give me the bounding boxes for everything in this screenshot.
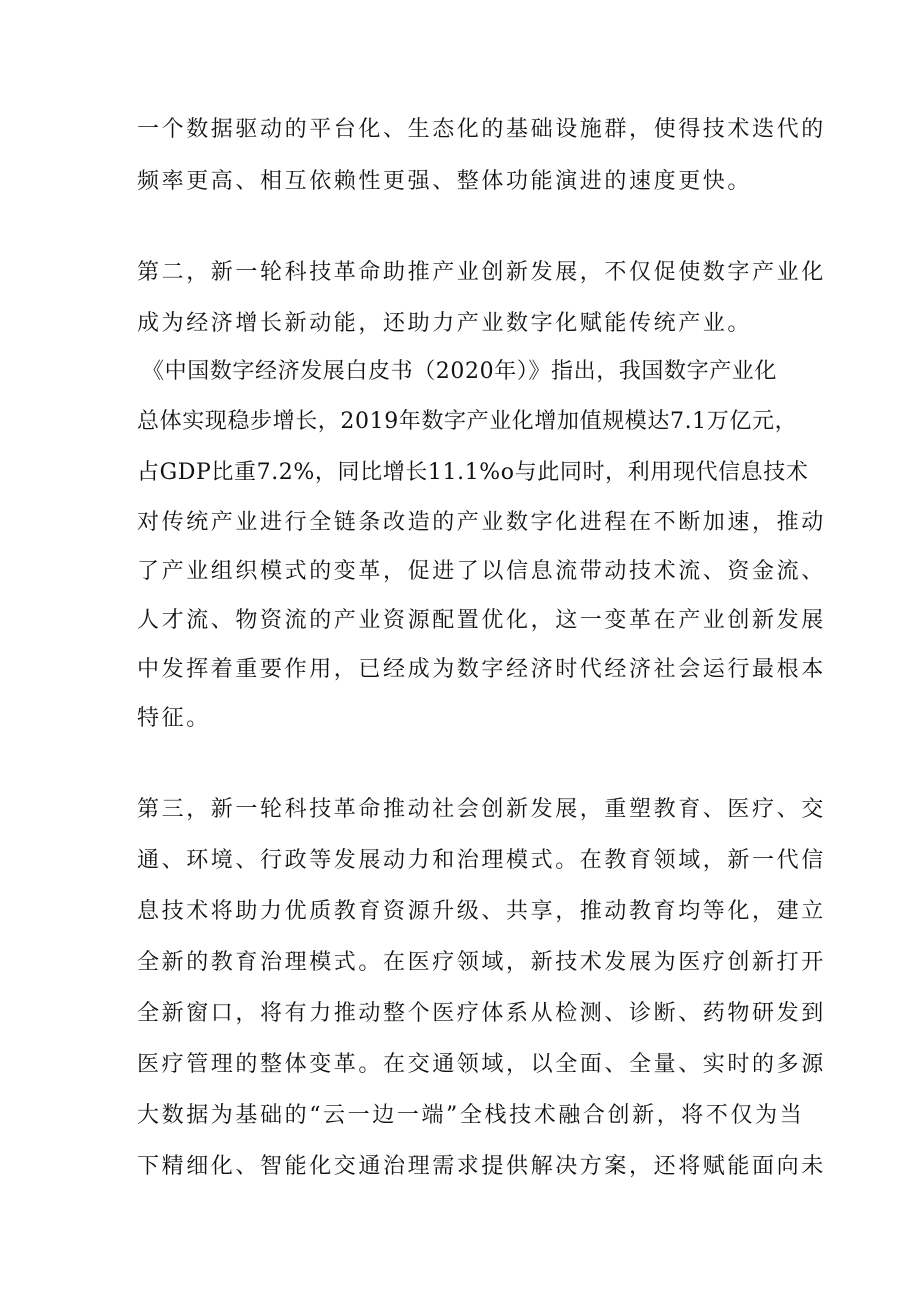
- text-line: 下精细化、智能化交通治理需求提供解决方案，还将赋能面向未: [137, 1154, 826, 1179]
- text-line: 频率更高、相互依赖性更强、整体功能演进的速度更快。: [137, 169, 753, 194]
- text-line: 了产业组织模式的变革，促进了以信息流带动技术流、资金流、: [137, 559, 826, 584]
- text-line: 全新窗口，将有力推动整个医疗体系从检测、诊断、药物研发到: [137, 1001, 826, 1026]
- text-line: 第二，新一轮科技革命助推产业创新发展，不仅促使数字产业化: [137, 260, 826, 285]
- text-line: 对传统产业进行全链条改造的产业数字化进程在不断加速，推动: [137, 510, 826, 535]
- text-line: 人才流、物资流的产业资源配置优化，这一变革在产业创新发展: [137, 608, 826, 633]
- text-line: 一个数据驱动的平台化、生态化的基础设施群，使得技术迭代的: [137, 117, 826, 142]
- text-line: 中发挥着重要作用，已经成为数字经济时代经济社会运行最根本: [137, 657, 826, 682]
- text-line: 成为经济增长新动能，还助力产业数字化赋能传统产业。: [137, 311, 753, 336]
- text-line: 《中国数字经济发展白皮书（2020年）》指出，我国数字产业化: [142, 359, 777, 384]
- text-line: 医疗管理的整体变革。在交通领域，以全面、全量、实时的多源: [137, 1052, 826, 1077]
- text-line: 总体实现稳步增长，2019年数字产业化增加值规模达7.1万亿元，: [137, 409, 798, 434]
- text-line: 特征。: [137, 706, 211, 731]
- text-line: 息技术将助力优质教育资源升级、共享，推动教育均等化，建立: [137, 899, 826, 924]
- text-line: 占GDP比重7.2%，同比增长11.1%o与此同时，利用现代信息技术: [137, 460, 809, 485]
- text-line: 通、环境、行政等发展动力和治理模式。在教育领域，新一代信: [137, 848, 826, 873]
- text-line: 大数据为基础的“云一边一端”全栈技术融合创新，将不仅为当: [137, 1103, 805, 1128]
- text-line: 全新的教育治理模式。在医疗领域，新技术发展为医疗创新打开: [137, 950, 826, 975]
- text-line: 第三，新一轮科技革命推动社会创新发展，重塑教育、医疗、交: [137, 797, 826, 822]
